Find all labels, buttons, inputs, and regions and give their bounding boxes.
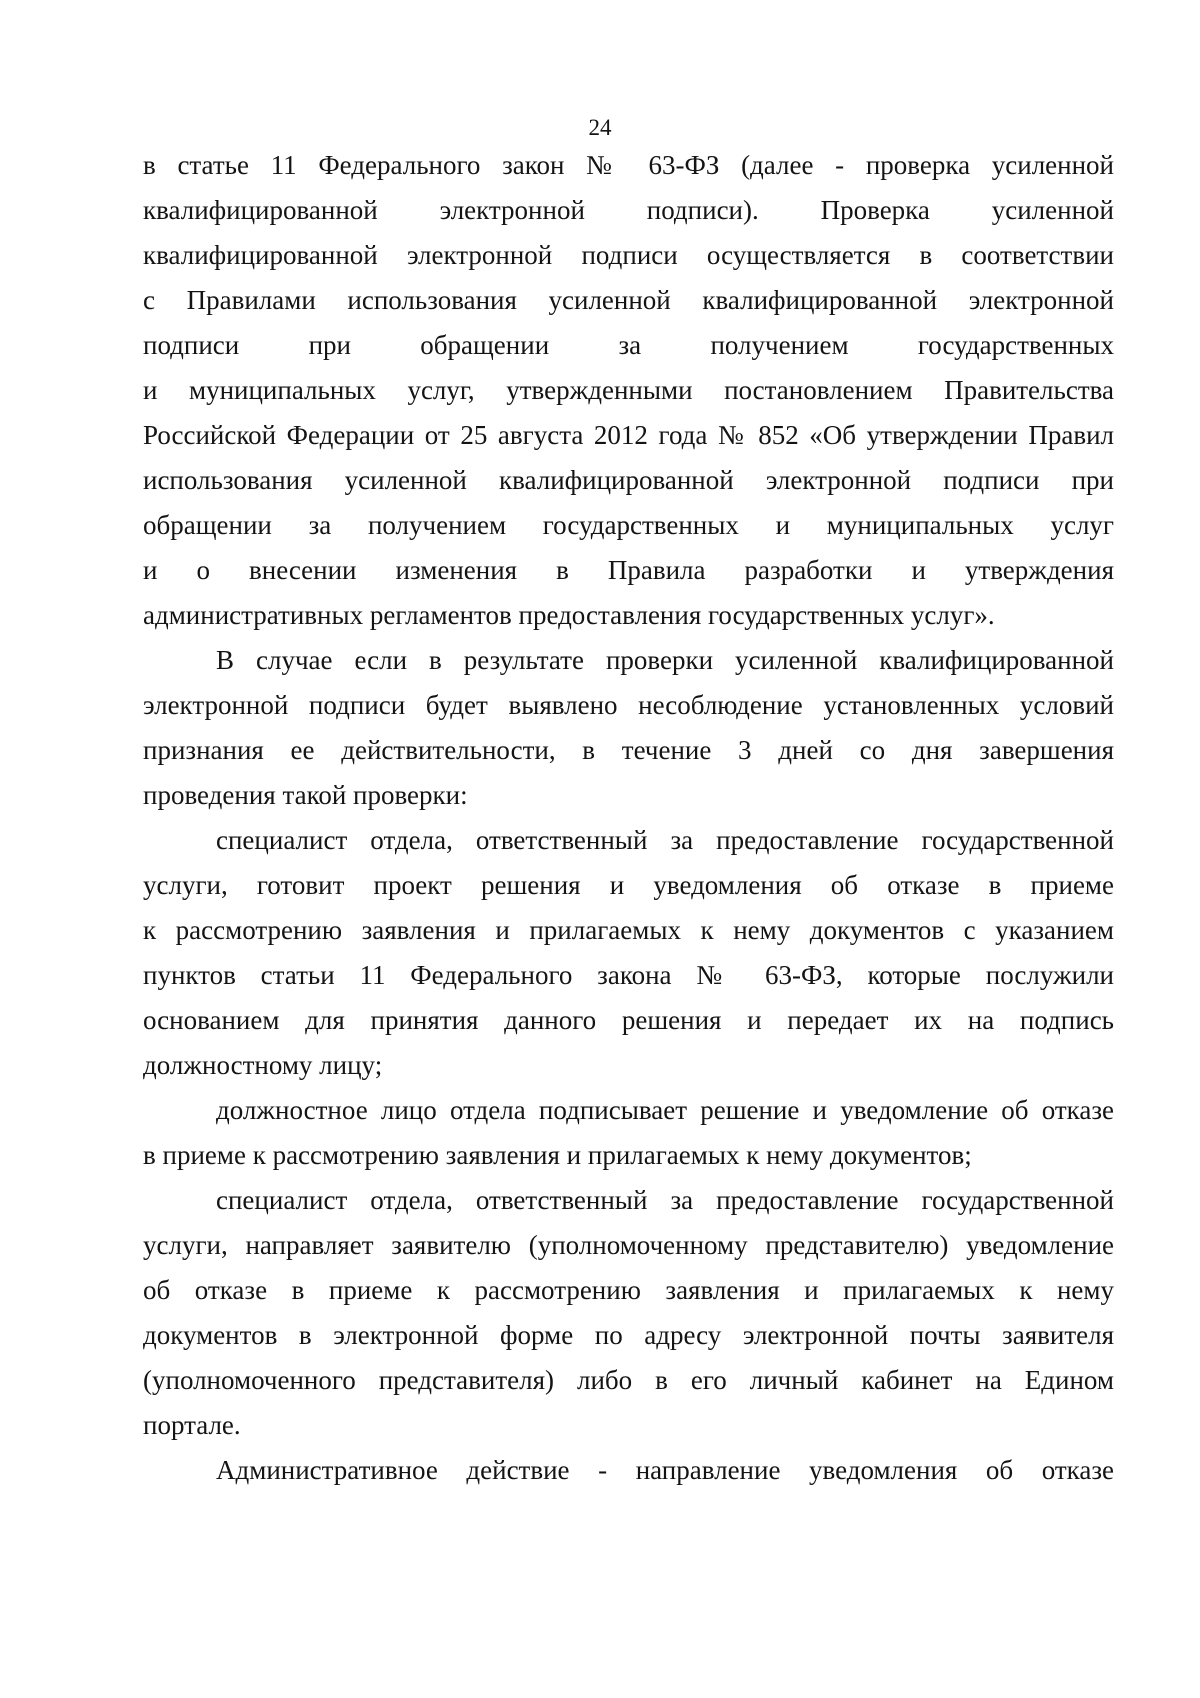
text-line: квалифицированной электронной подписи осуществляется в соответствии [143, 240, 1114, 270]
text-line: и о внесении изменения в Правила разработки и утверждения [143, 555, 1114, 585]
text-line: использования усиленной квалифицированной электронной подписи при [143, 465, 1114, 495]
text-line: об отказе в приеме к рассмотрению заявления и прилагаемых к нему [143, 1275, 1114, 1305]
paragraph-first-line: специалист отдела, ответственный за предоставление государственной [216, 825, 1114, 855]
text-line: услуги, направляет заявителю (уполномоченному представителю) уведомление [143, 1230, 1114, 1260]
text-line: Российской Федерации от 25 августа 2012 года № 852 «Об утверждении Правил [143, 420, 1114, 450]
page-number: 24 [588, 115, 612, 140]
text-line: обращении за получением государственных и муниципальных услуг [143, 510, 1114, 540]
text-line: и муниципальных услуг, утвержденными постановлением Правительства [143, 375, 1114, 405]
paragraph-first-line: Административное действие - направление уведомления об отказе [216, 1455, 1114, 1485]
paragraph-first-line: специалист отдела, ответственный за предоставление государственной [216, 1185, 1114, 1215]
text-line: должностному лицу; [143, 1050, 383, 1080]
text-line: (уполномоченного представителя) либо в его личный кабинет на Едином [143, 1365, 1114, 1395]
text-line: административных регламентов предоставления государственных услуг». [143, 600, 995, 630]
text-line: с Правилами использования усиленной квалифицированной электронной [143, 285, 1114, 315]
text-line: пунктов статьи 11 Федерального закона № 63-ФЗ, которые послужили [143, 960, 1114, 990]
text-line: в статье 11 Федерального закон № 63-ФЗ (далее - проверка усиленной [143, 150, 1114, 180]
text-line: электронной подписи будет выявлено несоблюдение установленных условий [143, 690, 1114, 720]
paragraph-first-line: В случае если в результате проверки усиленной квалифицированной [216, 645, 1114, 675]
text-line: в приеме к рассмотрению заявления и прилагаемых к нему документов; [143, 1140, 972, 1170]
text-line: подписи при обращении за получением государственных [143, 330, 1114, 360]
text-line: портале. [143, 1410, 241, 1440]
text-line: документов в электронной форме по адресу электронной почты заявителя [143, 1320, 1114, 1350]
text-line: к рассмотрению заявления и прилагаемых к нему документов с указанием [143, 915, 1114, 945]
text-line: основанием для принятия данного решения и передает их на подпись [143, 1005, 1114, 1035]
paragraph-first-line: должностное лицо отдела подписывает решение и уведомление об отказе [216, 1095, 1114, 1125]
text-line: проведения такой проверки: [143, 780, 468, 810]
text-line: услуги, готовит проект решения и уведомления об отказе в приеме [143, 870, 1114, 900]
text-line: признания ее действительности, в течение 3 дней со дня завершения [143, 735, 1114, 765]
text-line: квалифицированной электронной подписи). Проверка усиленной [143, 195, 1114, 225]
